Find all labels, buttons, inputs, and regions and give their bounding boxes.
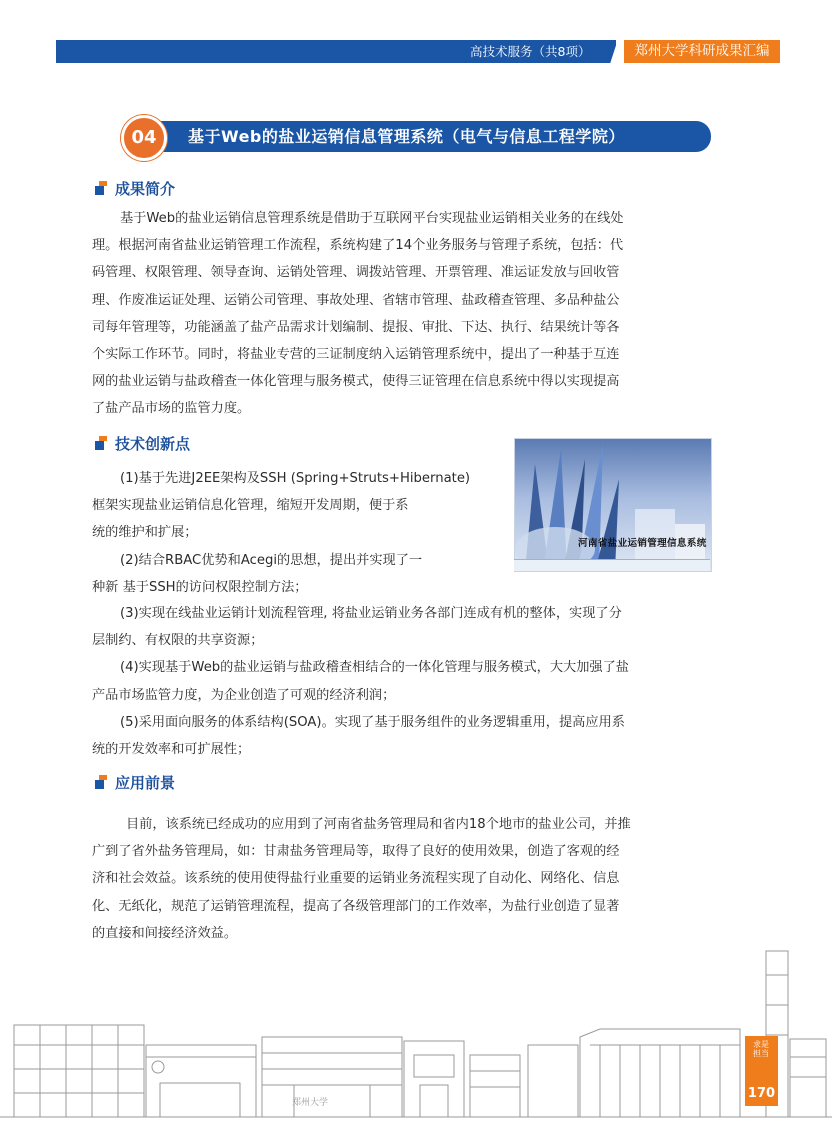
system-screenshot-image: [514, 438, 712, 572]
intro-line: 个实际工作环节。同时，将盐业专营的三证制度纳入运销管理系统中，提出了一种基于互连: [92, 347, 620, 363]
section-heading-intro: [95, 179, 175, 197]
prospect-line: 济和社会效益。该系统的使用使得盐行业重要的运销业务流程实现了自动化、网络化、信息: [92, 871, 620, 887]
innovation-line: (2)结合RBAC优势和Acegi的思想，提出并实现了一: [120, 552, 423, 568]
section-heading-prospect: [95, 773, 175, 791]
innovation-line: 产品市场监管力度，为企业创造了可观的经济利润；: [92, 687, 396, 703]
image-footer-bar: [514, 559, 710, 571]
section-heading-innovation: [95, 434, 190, 452]
intro-paragraph: [92, 205, 740, 423]
page-number: 170: [747, 1086, 776, 1101]
prospect-line: 目前，该系统已经成功的应用到了河南省盐务管理局和省内18个地市的盐业公司，并推: [126, 817, 631, 832]
innovation-line: 层制约、有权限的共享资源；: [92, 633, 264, 649]
building-sign: 郑州大学: [292, 1098, 329, 1108]
prospect-paragraph: [92, 811, 740, 947]
intro-line: 理。根据河南省盐业运销管理工作流程，系统构建了14个业务服务与管理子系统，包括：代: [92, 238, 624, 254]
innovation-line: (4)实现基于Web的盐业运销与盐政稽查相结合的一体化管理与服务模式，大大加强了盐: [120, 660, 629, 676]
page-motto: 求是担当: [753, 1040, 769, 1058]
intro-line: 司每年管理等，功能涵盖了盐产品需求计划编制、提报、审批、下达、执行、结果统计等各: [92, 319, 620, 335]
header-source-label: 郑州大学科研成果汇编: [624, 40, 780, 63]
innovation-paragraph-wide: [92, 600, 740, 763]
page-title: 基于Web的盐业运销信息管理系统（电气与信息工程学院）: [188, 127, 625, 146]
section-heading-label: 应用前景: [115, 773, 176, 792]
innovation-line: (1)基于先进J2EE架构及SSH (Spring+Struts+Hibernate): [120, 471, 471, 486]
prospect-line: 的直接和间接经济效益。: [92, 925, 238, 941]
innovation-line: (5)采用面向服务的体系结构(SOA)。实现了基于服务组件的业务逻辑重用，提高应用系: [120, 714, 625, 730]
innovation-line: 统的维护和扩展；: [92, 525, 198, 541]
intro-line: 理、作废准运证处理、运销公司管理、事故处理、省辖市管理、盐政稽查管理、多品种盐公: [92, 292, 620, 308]
innovation-line: (3)实现在线盐业运销计划流程管理, 将盐业运销业务各部门连成有机的整体，实现了分: [120, 606, 622, 621]
section-marker-icon: [95, 181, 109, 195]
prospect-line: 化、无纸化，规范了运销管理流程，提高了各级管理部门的工作效率，为盐行业创造了显著: [92, 898, 620, 914]
innovation-paragraph-narrow: [92, 465, 492, 601]
section-heading-label: 成果简介: [115, 179, 176, 198]
intro-line: 网的盐业运销与盐政稽查一体化管理与服务模式，使得三证管理在信息系统中得以实现提高: [92, 374, 620, 390]
intro-line: 基于Web的盐业运销信息管理系统是借助于互联网平台实现盐业运销相关业务的在线处: [120, 211, 624, 226]
intro-line: 码管理、权限管理、领导查询、运销处管理、调拨站管理、开票管理、准运证发放与回收管: [92, 265, 620, 281]
prospect-line: 广到了省外盐务管理局，如：甘肃盐务管理局等，取得了良好的使用效果，创造了客观的经: [92, 844, 620, 860]
header-section-label: 高技术服务（共8项）: [470, 44, 591, 59]
section-marker-icon: [95, 436, 109, 450]
skyline-graphic: [515, 439, 711, 571]
image-caption: 河南省盐业运销管理信息系统: [578, 538, 707, 549]
innovation-line: 种新 基于SSH的访问权限控制方法；: [92, 579, 308, 595]
section-marker-icon: [95, 775, 109, 789]
intro-line: 了盐产品市场的监管力度。: [92, 401, 251, 417]
innovation-line: 统的开发效率和可扩展性；: [92, 742, 251, 758]
section-heading-label: 技术创新点: [115, 434, 191, 453]
item-number-badge: 04: [121, 115, 167, 161]
campus-skyline-illustration: [0, 945, 832, 1123]
innovation-line: 框架实现盐业运销信息化管理，缩短开发周期，便于系: [92, 498, 409, 514]
